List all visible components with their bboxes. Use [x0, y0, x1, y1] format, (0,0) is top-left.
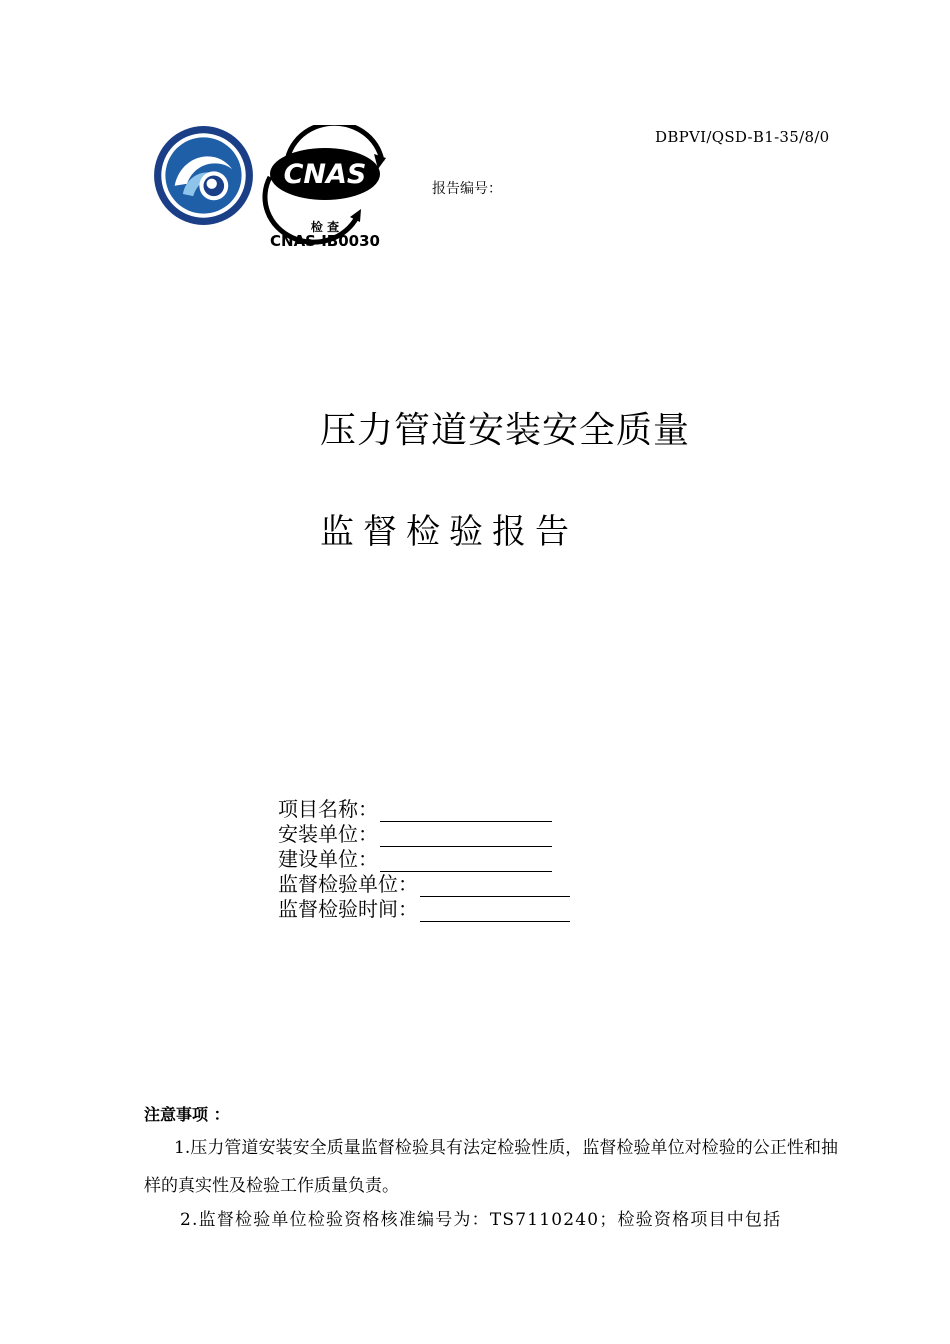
field-label: 安装单位：: [278, 822, 378, 846]
title-line-1: 压力管道安装安全质量: [320, 410, 691, 451]
note-item: 1.压力管道安装安全质量监督检验具有法定检验性质，监督检验单位对检验的公正性和抽样的真实性及检验工作质量负责。: [144, 1138, 838, 1196]
document-code: DBPVI/QSD-B1-35/8/0: [655, 128, 830, 146]
field-installation-unit: [278, 822, 570, 847]
field-value[interactable]: [380, 852, 552, 872]
field-project-name: [278, 797, 570, 822]
cnas-logo: [262, 125, 392, 250]
field-construction-unit: [278, 847, 570, 872]
cnas-cert-text: CNAS IB0030: [270, 232, 380, 250]
field-value[interactable]: [420, 902, 570, 922]
field-label: 项目名称：: [278, 797, 378, 821]
organization-logo: [152, 124, 255, 227]
field-value[interactable]: [420, 877, 570, 897]
notes-heading: 注意事项 ：: [144, 1105, 230, 1124]
cnas-seal-text: 检 查: [310, 220, 340, 234]
info-fields: [278, 797, 570, 922]
cnas-mark-text: CNAS: [283, 159, 367, 190]
field-label: 建设单位：: [278, 847, 378, 871]
field-inspection-unit: [278, 872, 570, 897]
note-item: 2.监督检验单位检验资格核准编号为：TS7110240；检验资格项目中包括: [180, 1210, 782, 1230]
field-label: 监督检验单位：: [278, 872, 418, 896]
field-value[interactable]: [380, 827, 552, 847]
field-label: 监督检验时间：: [278, 897, 418, 921]
title-line-2: 监督检验报告: [320, 512, 578, 552]
field-inspection-time: [278, 897, 570, 922]
report-number-label: 报告编号：: [432, 181, 502, 197]
field-value[interactable]: [380, 802, 552, 822]
